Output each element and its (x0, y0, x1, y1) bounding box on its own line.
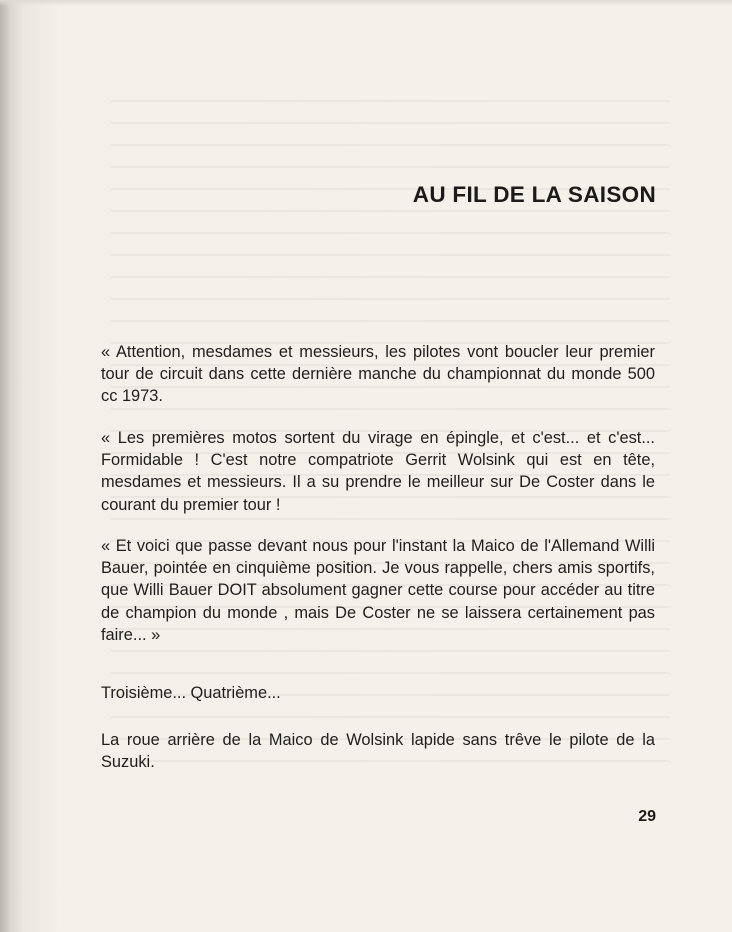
paragraph-3: « Et voici que passe devant nous pour l'instant la Maico de l'Allemand Willi Bauer, pointée en cinquième position. Je vous rappelle, chers amis sportifs, que Willi Bauer DOIT absolument gagner cette course pour accéder au titre de champion du monde , mais De Coster ne se laissera certainement pas faire... » (101, 537, 655, 644)
page-top-shadow (0, 0, 732, 6)
page-number: 29 (638, 808, 656, 825)
paragraph-2: « Les premières motos sortent du virage en épingle, et c'est... et c'est... Formidable ! C'est notre compatriote Gerrit Wolsink qui est en tête, mesdames et messieurs. Il a su prendre le meilleur sur De Coster dans le courant du premier tour ! (101, 429, 655, 514)
paragraph-5: La roue arrière de la Maico de Wolsink lapide sans trêve le pilote de la Suzuki. (101, 731, 655, 772)
paragraph-4: Troisième... Quatrième... (101, 684, 281, 702)
chapter-title: AU FIL DE LA SAISON (412, 182, 656, 207)
paragraph-1: « Attention, mesdames et messieurs, les pilotes vont boucler leur premier tour de circuit dans cette dernière manche du championnat du monde 500 cc 1973. (101, 343, 655, 406)
